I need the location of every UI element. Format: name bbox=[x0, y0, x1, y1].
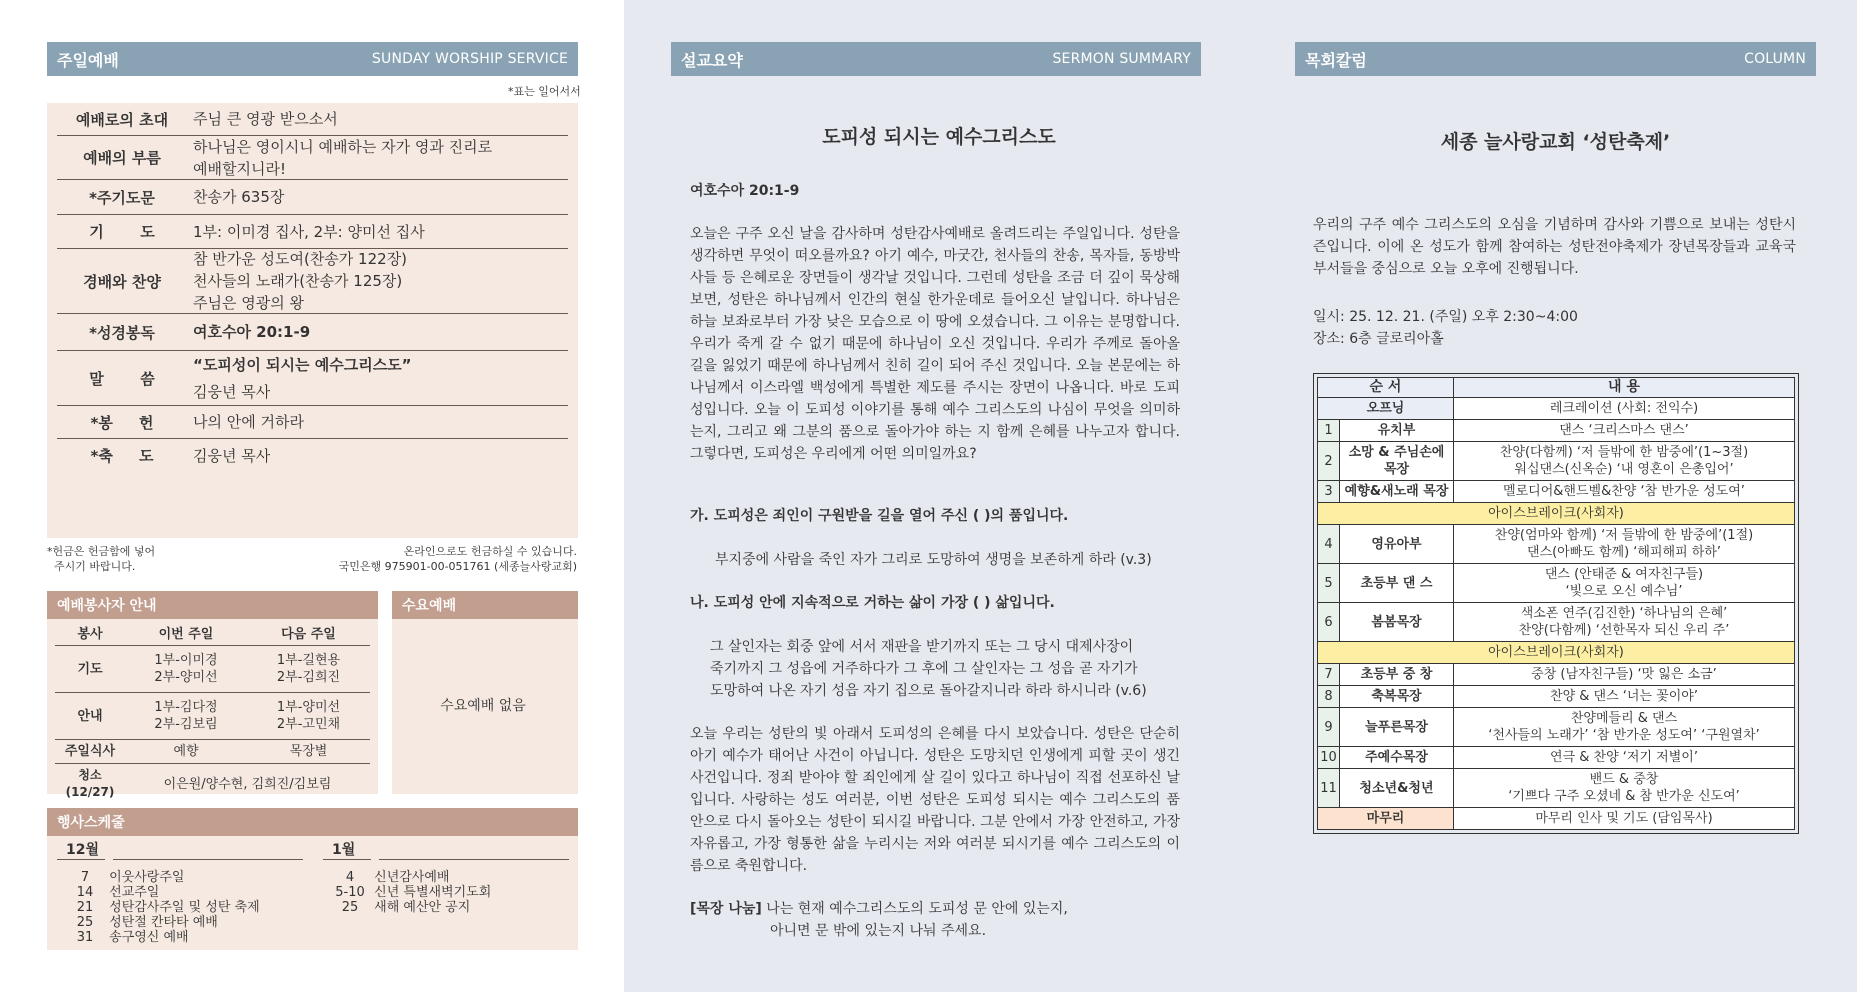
worship-row bbox=[57, 215, 568, 249]
month-underline bbox=[323, 859, 371, 860]
worship-row bbox=[57, 406, 568, 439]
worship-value bbox=[187, 411, 568, 433]
program-team: 청소년&청년 bbox=[1340, 769, 1454, 808]
program-number: 11 bbox=[1318, 769, 1340, 808]
staff-next-week bbox=[247, 646, 370, 693]
worship-value-line: 천사들의 노래가(찬송가 125장) bbox=[193, 272, 403, 290]
program-team: 소망 & 주님손에 목장 bbox=[1340, 442, 1454, 481]
event-date: 4 bbox=[345, 870, 355, 885]
event-item bbox=[65, 915, 260, 930]
worship-label: 경배와 찬양 bbox=[83, 272, 161, 291]
event-item bbox=[65, 930, 260, 945]
worship-row bbox=[57, 180, 568, 215]
month-underline bbox=[113, 859, 303, 860]
program-number: 8 bbox=[1318, 686, 1340, 708]
program-table bbox=[1317, 377, 1795, 830]
event-title: 이웃사랑주일 bbox=[105, 870, 185, 885]
program-number: 6 bbox=[1318, 603, 1340, 642]
program-content-line: 연극 & 찬양 ‘저기 저별이’ bbox=[1550, 750, 1698, 765]
sermon-point-ga: 가. 도피성은 죄인이 구원받을 길을 열어 주신 ( )의 품입니다. bbox=[690, 508, 1069, 524]
program-content-line: 찬양 & 댄스 ‘너는 꽃이야’ bbox=[1550, 689, 1698, 704]
program-row bbox=[1318, 481, 1795, 503]
program-row bbox=[1318, 420, 1795, 442]
program-number: 9 bbox=[1318, 708, 1340, 747]
staff-role: 기도 bbox=[55, 646, 125, 693]
event-title: 송구영신 예배 bbox=[105, 930, 189, 945]
worship-panel bbox=[0, 0, 624, 992]
worship-value bbox=[187, 248, 568, 314]
worship-label: 말 씀 bbox=[89, 369, 155, 388]
worship-row bbox=[57, 314, 568, 351]
program-row bbox=[1318, 398, 1795, 420]
wednesday-text: 수요예배 없음 bbox=[440, 698, 526, 714]
worship-value-line: 나의 안에 거하라 bbox=[193, 413, 304, 431]
column-header bbox=[1295, 42, 1816, 76]
events-box bbox=[47, 836, 578, 950]
event-place: 장소: 6층 글로리아홀 bbox=[1313, 331, 1444, 347]
program-content bbox=[1454, 664, 1795, 686]
events-header: 행사스케줄 bbox=[47, 808, 578, 836]
program-content bbox=[1454, 398, 1795, 420]
program-content-line: 마무리 인사 및 기도 (담임목사) bbox=[1535, 811, 1713, 826]
worship-value bbox=[187, 321, 568, 343]
worship-label: 예배의 부름 bbox=[83, 149, 161, 167]
program-content bbox=[1454, 525, 1795, 564]
worship-value bbox=[187, 186, 568, 208]
event-date: 14 bbox=[76, 885, 94, 900]
event-date: 31 bbox=[76, 930, 94, 945]
offering-note bbox=[47, 544, 155, 574]
program-team: 오프닝 bbox=[1318, 398, 1454, 420]
staff-name: 2부-고민채 bbox=[276, 717, 341, 732]
staff-name: 1부-이미경 bbox=[154, 653, 218, 668]
staff-col-header: 이번 주일 bbox=[125, 620, 247, 646]
staff-name: 목장별 bbox=[289, 744, 328, 759]
sermon-verse-ga: 부지중에 사람을 죽인 자가 그리로 도망하여 생명을 보존하게 하라 (v.3) bbox=[715, 552, 1152, 568]
event-title: 신년 특별새벽기도회 bbox=[370, 885, 492, 900]
program-team: 유치부 bbox=[1340, 420, 1454, 442]
worship-value-line: 주님은 영광의 왕 bbox=[193, 294, 304, 312]
staff-next-week bbox=[247, 740, 370, 764]
program-content-line: 댄스 ‘크리스마스 댄스’ bbox=[1559, 423, 1689, 438]
staff-name: 2부-양미선 bbox=[154, 670, 218, 685]
program-row bbox=[1318, 525, 1795, 564]
sermon-header bbox=[671, 42, 1201, 76]
staff-col-header: 다음 주일 bbox=[247, 620, 370, 646]
worship-label: 예배로의 초대 bbox=[75, 110, 169, 129]
verse-line: 그 살인자는 회중 앞에 서서 재판을 받기까지 또는 그 당시 대제사장이 bbox=[710, 639, 1134, 655]
event-title: 성탄절 칸타타 예배 bbox=[105, 915, 218, 930]
worship-header-ko: 주일예배 bbox=[57, 50, 119, 70]
program-row bbox=[1318, 686, 1795, 708]
event-title: 성탄감사주일 및 성탄 축제 bbox=[105, 900, 260, 915]
sermon-share bbox=[690, 898, 1180, 942]
worship-header bbox=[47, 42, 578, 76]
program-content-line: ‘빛으로 오신 예수님’ bbox=[1565, 584, 1683, 599]
offering-note-line: *헌금은 헌금함에 넣어 bbox=[47, 545, 156, 558]
worship-value-line: 1부: 이미경 집사, 2부: 양미선 집사 bbox=[193, 222, 425, 241]
program-content bbox=[1454, 686, 1795, 708]
column-intro: 우리의 구주 예수 그리스도의 오심을 기념하며 감사와 기쁨으로 보내는 성탄시즌입니다. 이에 온 성도가 함께 참여하는 성탄전야축제가 장년목장들과 교육국 부서들을 중심으로 오늘 오후에 진행됩니다. bbox=[1313, 217, 1796, 277]
program-content-line: 밴드 & 중창 bbox=[1589, 772, 1659, 787]
month-label: 1월 bbox=[332, 842, 356, 858]
worship-row bbox=[57, 249, 568, 314]
program-break: 아이스브레이크(사회자) bbox=[1318, 503, 1795, 525]
staff-name: 2부-김희진 bbox=[276, 670, 341, 685]
worship-value-line: 주님 큰 영광 받으소서 bbox=[193, 110, 338, 128]
program-row bbox=[1318, 747, 1795, 769]
event-title: 신년감사예배 bbox=[370, 870, 450, 885]
column-header-en: COLUMN bbox=[1744, 51, 1806, 67]
staff-this-week bbox=[125, 764, 370, 805]
event-title: 선교주일 bbox=[105, 885, 160, 900]
program-number: 7 bbox=[1318, 664, 1340, 686]
staff-name: 이은원/양수현, 김희진/김보림 bbox=[163, 776, 332, 792]
program-content-line: 워십댄스(신옥순) ‘내 영혼이 은총입어’ bbox=[1514, 462, 1734, 477]
share-line: 나는 현재 예수그리스도의 도피성 문 안에 있는지, bbox=[766, 901, 1068, 917]
wednesday-header: 수요예배 bbox=[392, 591, 578, 619]
worship-value bbox=[187, 136, 568, 180]
event-item bbox=[65, 885, 260, 900]
event-item bbox=[330, 885, 491, 900]
event-time: 일시: 25. 12. 21. (주일) 오후 2:30~4:00 bbox=[1313, 309, 1578, 325]
worship-row bbox=[57, 439, 568, 472]
program-content-line: ‘기쁘다 구주 오셨네 & 참 반가운 신도여’ bbox=[1508, 789, 1740, 804]
event-item bbox=[330, 900, 491, 915]
program-content-line: 찬양(엄마와 함께) ‘저 들밖에 한 밤중에’(1절) bbox=[1494, 528, 1754, 543]
program-number: 3 bbox=[1318, 481, 1340, 503]
worship-value bbox=[187, 221, 568, 243]
staff-table bbox=[55, 620, 370, 804]
program-row bbox=[1318, 642, 1795, 664]
worship-value bbox=[187, 354, 568, 403]
program-number: 4 bbox=[1318, 525, 1340, 564]
program-content bbox=[1454, 769, 1795, 808]
bank-account: 국민은행 975901-00-051761 (세종늘사랑교회) bbox=[338, 560, 577, 573]
program-row bbox=[1318, 442, 1795, 481]
program-content-line: ‘천사들의 노래가’ ‘참 반가운 성도여’ ‘구원열차’ bbox=[1488, 728, 1760, 743]
program-content-line: 찬양(다함께) ‘저 들밖에 한 밤중에’(1~3절) bbox=[1499, 445, 1749, 460]
event-date: 5-10 bbox=[335, 885, 365, 900]
worship-row bbox=[57, 351, 568, 406]
sermon-title: 도피성 되시는 예수그리스도 bbox=[822, 126, 1056, 148]
program-team: 초등부 댄 스 bbox=[1340, 564, 1454, 603]
program-row bbox=[1318, 708, 1795, 747]
program-row bbox=[1318, 564, 1795, 603]
staff-name: 1부-길현용 bbox=[276, 653, 341, 668]
staff-name: 2부-김보림 bbox=[154, 717, 218, 732]
program-content-line: 댄스(아빠도 함께) ‘해피해피 하하’ bbox=[1526, 545, 1722, 560]
program-team: 주예수목장 bbox=[1340, 747, 1454, 769]
staff-name: 예향 bbox=[173, 744, 199, 759]
column-header-ko: 목회칼럼 bbox=[1305, 50, 1367, 70]
staff-this-week bbox=[125, 740, 247, 764]
program-content bbox=[1454, 420, 1795, 442]
events-list-dec bbox=[65, 870, 260, 945]
worship-value-line: 여호수아 20:1-9 bbox=[193, 323, 311, 341]
program-content-line: 댄스 (안태준 & 여자친구들) bbox=[1544, 567, 1704, 582]
staff-next-week bbox=[247, 693, 370, 740]
program-content bbox=[1454, 603, 1795, 642]
worship-label: 기 도 bbox=[89, 223, 155, 241]
share-label: [목장 나눔] bbox=[690, 901, 762, 917]
program-content-line: 찬양메들리 & 댄스 bbox=[1570, 711, 1678, 726]
program-row bbox=[1318, 503, 1795, 525]
staff-this-week bbox=[125, 646, 247, 693]
worship-value-line: 찬송가 635장 bbox=[193, 188, 285, 206]
worship-header-en: SUNDAY WORSHIP SERVICE bbox=[371, 51, 568, 67]
program-header-content: 내 용 bbox=[1454, 378, 1795, 398]
program-team: 예향&새노래 목장 bbox=[1340, 481, 1454, 503]
worship-order bbox=[47, 103, 578, 538]
worship-value-line: 김웅년 목사 bbox=[193, 446, 271, 465]
column-title: 세종 늘사랑교회 ‘성탄축제’ bbox=[1440, 131, 1671, 153]
program-content-line: 색소폰 연주(김진한) ‘하나님의 은혜’ bbox=[1520, 606, 1728, 621]
worship-label: *성경봉독 bbox=[89, 323, 155, 342]
event-date: 25 bbox=[341, 900, 359, 915]
program-number: 5 bbox=[1318, 564, 1340, 603]
program-content bbox=[1454, 708, 1795, 747]
program-row bbox=[1318, 664, 1795, 686]
program-break: 아이스브레이크(사회자) bbox=[1318, 642, 1795, 664]
program-number: 2 bbox=[1318, 442, 1340, 481]
sermon-point-na: 나. 도피성 안에 지속적으로 거하는 삶이 가장 ( ) 삶입니다. bbox=[690, 595, 1055, 611]
program-content bbox=[1454, 442, 1795, 481]
worship-label: *봉 헌 bbox=[90, 413, 154, 432]
worship-value-line: 참 반가운 성도여(찬송가 122장) bbox=[193, 250, 408, 268]
event-date: 7 bbox=[80, 870, 90, 885]
staff-this-week bbox=[125, 693, 247, 740]
worship-row bbox=[57, 136, 568, 180]
events-list-jan bbox=[330, 870, 491, 915]
program-content bbox=[1454, 747, 1795, 769]
event-item bbox=[65, 900, 260, 915]
program-number: 1 bbox=[1318, 420, 1340, 442]
program-row bbox=[1318, 603, 1795, 642]
worship-label: *축 도 bbox=[90, 447, 154, 465]
worship-value-line: 예배할지니라! bbox=[193, 159, 286, 178]
share-line: 아니면 문 밖에 있는지 나눠 주세요. bbox=[770, 923, 987, 939]
staff-col-header: 봉사 bbox=[55, 620, 125, 646]
program-content-line: 찬양(다함께) ‘선한목자 되신 우리 주’ bbox=[1518, 623, 1730, 638]
program-team: 늘푸른목장 bbox=[1340, 708, 1454, 747]
program-number: 10 bbox=[1318, 747, 1340, 769]
program-team: 영유아부 bbox=[1340, 525, 1454, 564]
worship-value-line: “도피성이 되시는 예수그리스도” bbox=[193, 355, 412, 374]
program-header-order: 순 서 bbox=[1318, 378, 1454, 398]
program-content-line: 레크레이션 (사회: 전익수) bbox=[1549, 401, 1699, 416]
sermon-scripture: 여호수아 20:1-9 bbox=[690, 183, 800, 199]
standing-note: *표는 일어서서 bbox=[508, 85, 581, 98]
sermon-header-en: SERMON SUMMARY bbox=[1052, 51, 1191, 67]
event-date: 25 bbox=[76, 915, 94, 930]
event-item bbox=[65, 870, 260, 885]
worship-row bbox=[57, 103, 568, 136]
month-label: 12월 bbox=[66, 842, 100, 858]
program-content bbox=[1454, 808, 1795, 830]
event-title: 새해 예산안 공지 bbox=[370, 900, 471, 915]
program-team: 초등부 중 창 bbox=[1340, 664, 1454, 686]
month-underline bbox=[379, 859, 569, 860]
program-content bbox=[1454, 564, 1795, 603]
staff-role: 주일식사 bbox=[55, 740, 125, 764]
online-offering-line: 온라인으로도 헌금하실 수 있습니다. bbox=[403, 545, 577, 558]
program-content-line: 중창 (남자친구들) ‘맛 잃은 소금’ bbox=[1531, 667, 1717, 682]
program-row bbox=[1318, 769, 1795, 808]
program-team: 마무리 bbox=[1318, 808, 1454, 830]
worship-label: *주기도문 bbox=[89, 188, 155, 207]
worship-value bbox=[187, 108, 568, 130]
worship-value-line: 김웅년 목사 bbox=[193, 382, 271, 401]
program-content-line: 멜로디어&핸드벨&찬양 ‘참 반가운 성도여’ bbox=[1503, 484, 1745, 499]
staff-role: 청소(12/27) bbox=[65, 768, 115, 799]
program-team: 봄봄목장 bbox=[1340, 603, 1454, 642]
staff-name: 1부-김다정 bbox=[154, 700, 218, 715]
sermon-intro: 오늘은 구주 오신 날을 감사하며 성탄감사예배로 올려드리는 주일입니다. 성탄을 생각하면 무엇이 떠오를까요? 아기 예수, 마굿간, 천사들의 찬송, 목자들, 동방박사들 등 은혜로운 장면들이 생각날 것입니다. 그런데 성탄을 조금 더 깊이 묵상해 보면, 성탄은 하나님께서 인간의 현실 한가운데로 들어오신 날입니다. 하나님은 하늘 보좌로부터 가장 낮은 모습으로 이 땅에 오셨습니다. 그 이유는 분명합니다. 우리가 죽게 갈 수 없기 때문에 하나님이 오신 것입니다. 우리가 주께로 돌아올 길을 잃었기 때문에 하나님께서 친히 길이 되어 주신 것입니다. 오늘 본문에는 하나님께서 이스라엘 백성에게 특별한 제도를 주시는 장면이 나옵니다. 바로 도피성입니다. 오늘 이 도피성 이야기를 통해 예수 그리스도의 나심이 무엇을 의미하는지, 그리고 왜 그분의 품으로 돌아가야 하는 지 함께 은혜를 나누고자 합니다. 그렇다면, 도피성은 우리에게 어떤 의미일까요? bbox=[690, 226, 1180, 462]
program-content bbox=[1454, 481, 1795, 503]
sermon-conclusion: 오늘 우리는 성탄의 빛 아래서 도피성의 은혜를 다시 보았습니다. 성탄은 단순히 아기 예수가 태어난 사건이 아닙니다. 성탄은 도망치던 인생에게 피할 곳이 생긴 사건입니다. 정죄 받아야 할 죄인에게 살 길이 있다고 하나님이 직접 선포하신 날입니다. 사랑하는 성도 여러분, 이번 성탄은 도피성 되시는 예수 그리스도의 품 안으로 다시 돌아오는 성탄이 되시길 바랍니다. 그분 안에서 가장 안전하고, 가장 자유롭고, 가장 형통한 삶을 누리시는 저와 여러분 되시기를 예수 그리스도의 이름으로 축원합니다. bbox=[690, 726, 1180, 874]
program-row bbox=[1318, 808, 1795, 830]
staff-role: 안내 bbox=[55, 693, 125, 740]
event-item bbox=[330, 870, 491, 885]
verse-line: 죽기까지 그 성읍에 거주하다가 그 후에 그 살인자는 그 성읍 곧 자기가 bbox=[710, 661, 1138, 677]
offering-note-line: 주시기 바랍니다. bbox=[47, 560, 136, 573]
verse-line: 도망하여 나온 자기 성읍 자기 집으로 돌아갈지니라 하라 하시니라 (v.6) bbox=[710, 683, 1147, 699]
program-team: 축복목장 bbox=[1340, 686, 1454, 708]
event-date: 21 bbox=[76, 900, 94, 915]
sermon-verse-na bbox=[690, 636, 1180, 702]
online-offering-note bbox=[339, 544, 577, 574]
worship-value-line: 하나님은 영이시니 예배하는 자가 영과 진리로 bbox=[193, 137, 493, 156]
worship-value bbox=[187, 445, 568, 467]
staff-header: 예배봉사자 안내 bbox=[47, 591, 378, 619]
month-underline bbox=[57, 859, 105, 860]
sermon-header-ko: 설교요약 bbox=[681, 50, 743, 70]
staff-name: 1부-양미선 bbox=[276, 700, 341, 715]
